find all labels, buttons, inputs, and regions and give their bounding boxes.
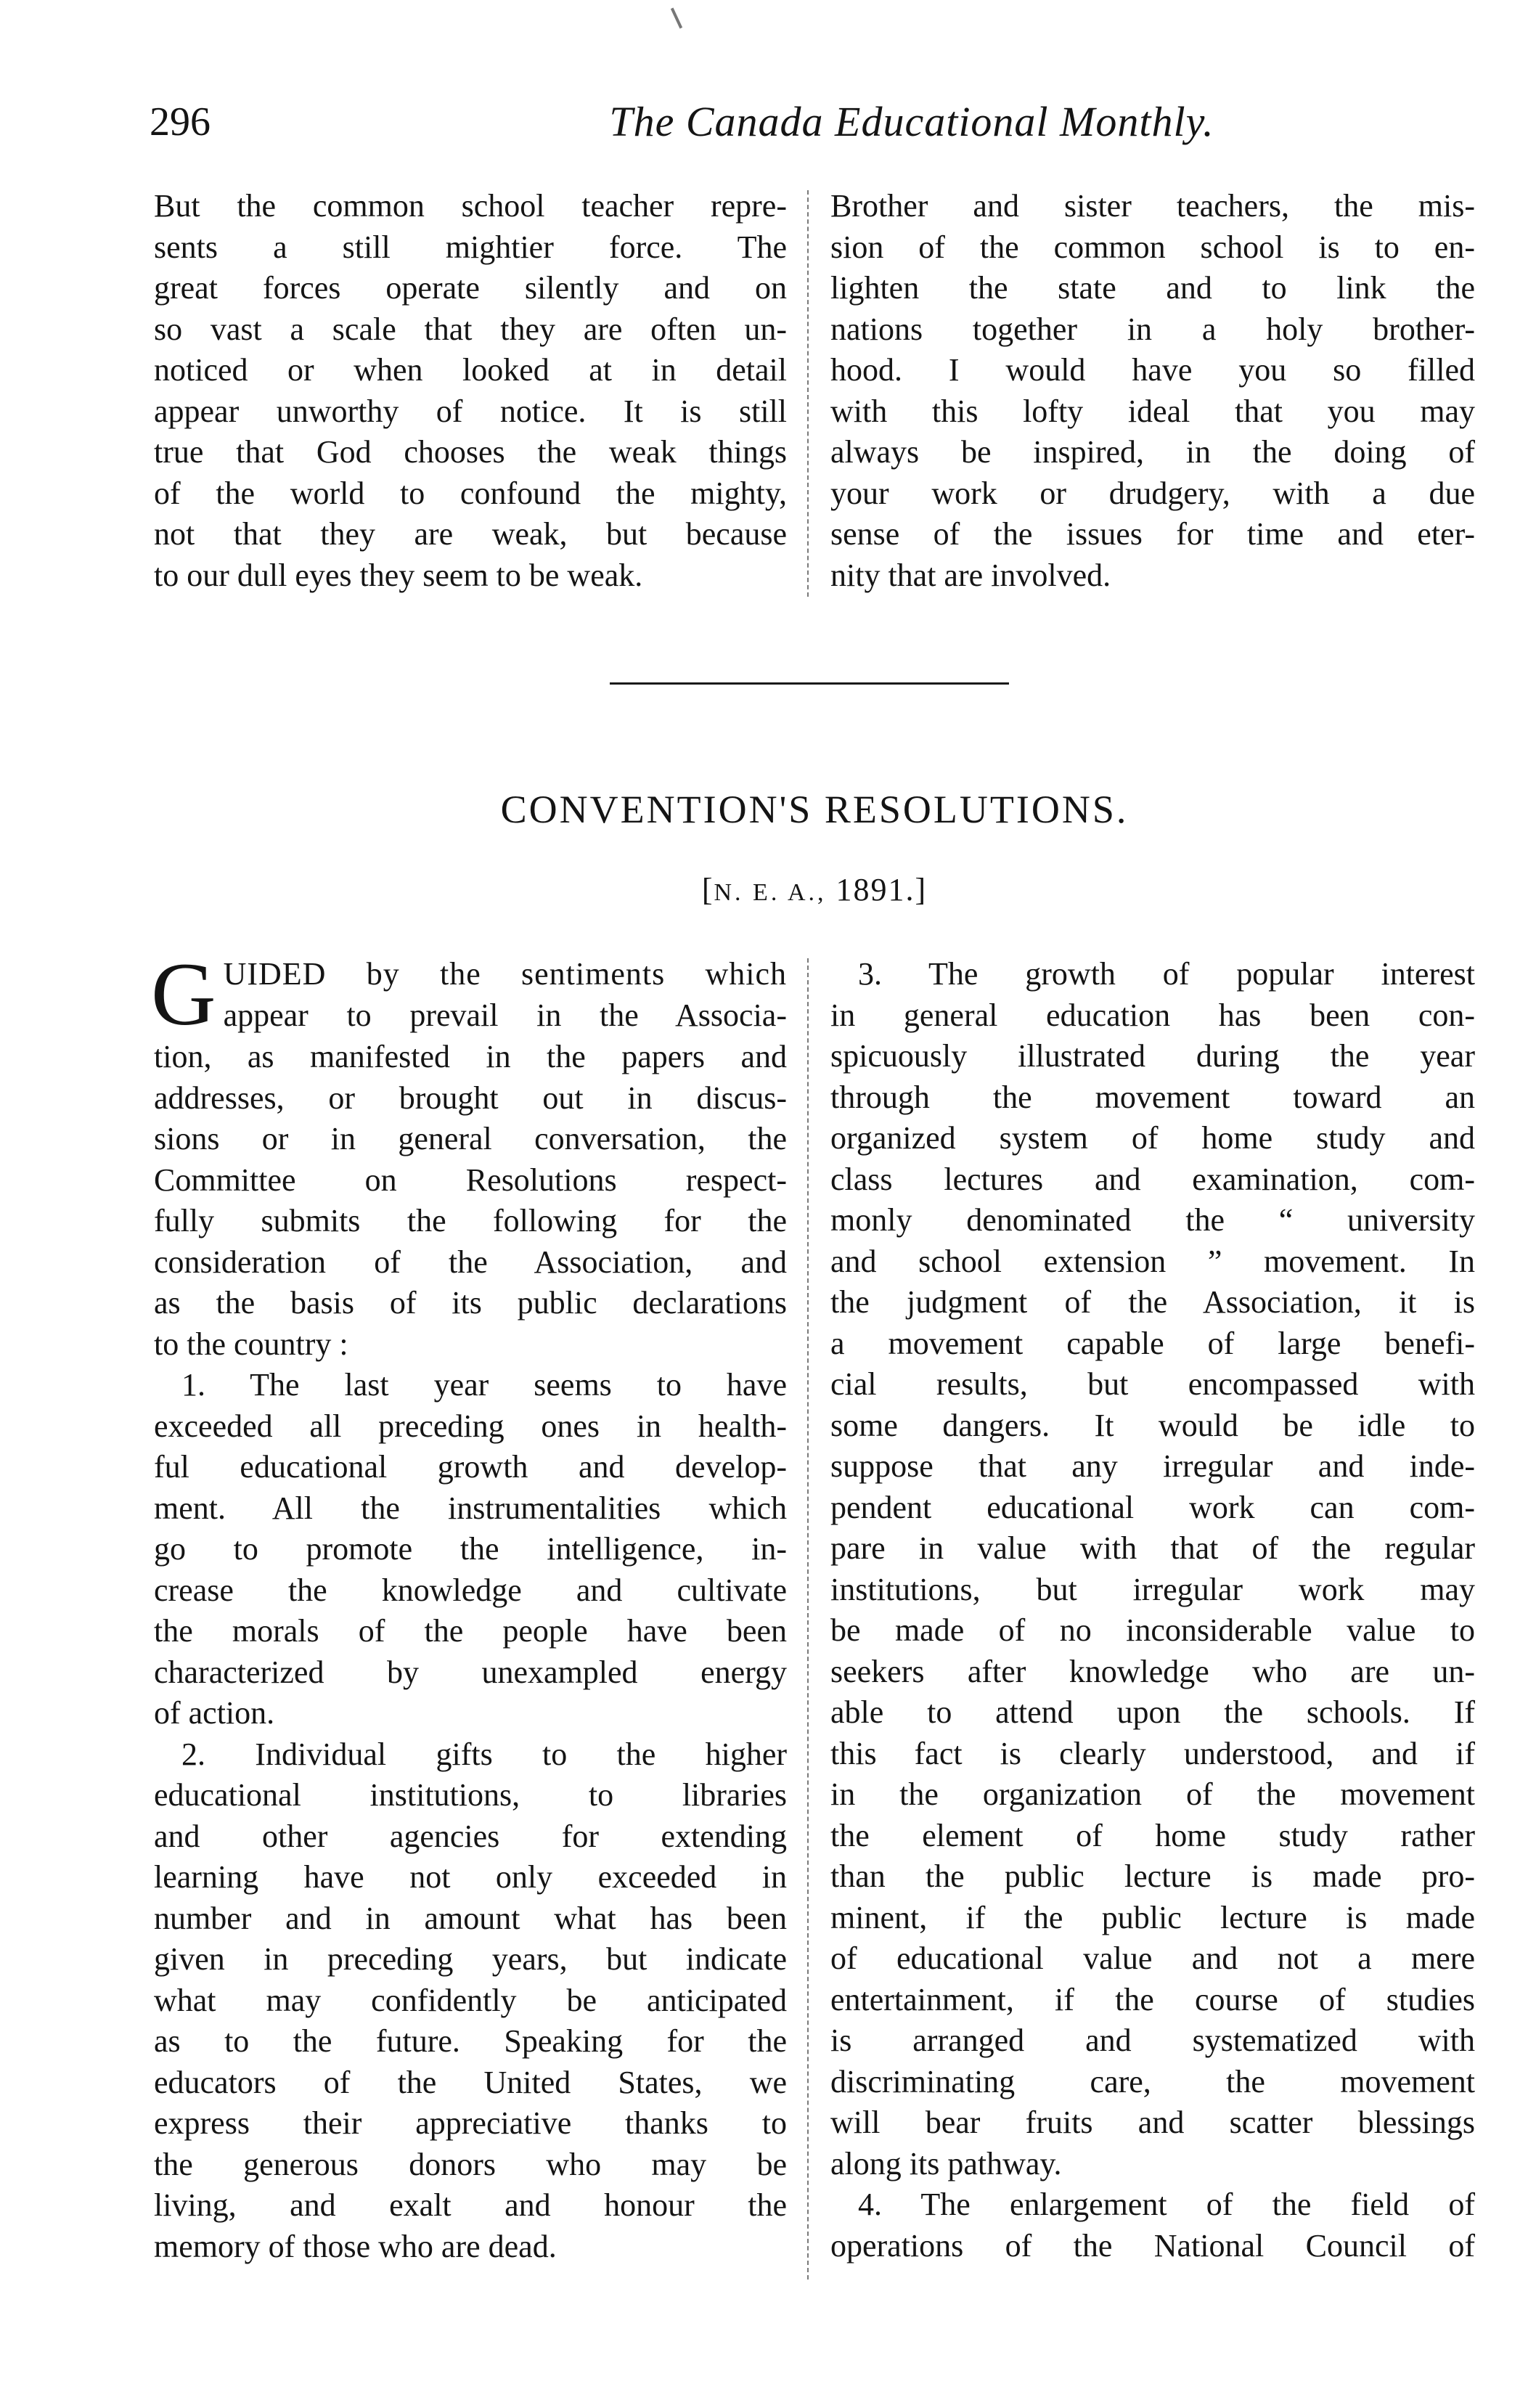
- text-line: crease the knowledge and cultivate: [154, 1572, 787, 1608]
- text-line: always be inspired, in the doing of: [830, 434, 1475, 470]
- text-line: ful educational growth and develop-: [154, 1449, 787, 1485]
- text-line: Committee on Resolutions respect-: [154, 1162, 787, 1198]
- text-line: seekers after knowledge who are un-: [830, 1653, 1475, 1689]
- text-line: noticed or when looked at in detail: [154, 352, 787, 388]
- text-line: institutions, but irregular work may: [830, 1571, 1475, 1607]
- text-line: sents a still mightier force. The: [154, 229, 787, 265]
- text-line: 2. Individual gifts to the higher: [181, 1736, 787, 1772]
- text-line: addresses, or brought out in discus-: [154, 1079, 787, 1116]
- bottom-right-column: [830, 954, 1475, 2266]
- text-line: is arranged and systematized with: [830, 2023, 1475, 2058]
- text-line: 1. The last year seems to have: [181, 1367, 787, 1403]
- text-line: nations together in a holy brother-: [830, 311, 1475, 347]
- page-number: 296: [150, 99, 211, 144]
- text-line: the morals of the people have been: [154, 1613, 787, 1649]
- subtitle-bracket: [: [701, 872, 714, 907]
- text-line: pare in value with that of the regular: [830, 1530, 1475, 1566]
- text-line: given in preceding years, but indicate: [154, 1941, 787, 1977]
- text-line: discriminating care, the movement: [830, 2063, 1475, 2099]
- text-line: through the movement toward an: [830, 1079, 1475, 1115]
- text-line: ment. All the instrumentalities which: [154, 1490, 787, 1526]
- text-line: as the basis of its public declarations: [154, 1285, 787, 1321]
- text-line: number and in amount what has been: [154, 1900, 787, 1936]
- bottom-left-column: [151, 944, 787, 2267]
- text-line: operations of the National Council of: [830, 2227, 1475, 2264]
- text-line: sense of the issues for time and eter-: [830, 516, 1475, 552]
- text-line: in the organization of the movement: [830, 1776, 1475, 1812]
- text-line: consideration of the Association, and: [154, 1244, 787, 1280]
- text-line: suppose that any irregular and inde-: [830, 1448, 1475, 1484]
- text-line: the generous donors who may be: [154, 2146, 787, 2182]
- text-line: spicuously illustrated during the year: [830, 1038, 1475, 1074]
- text-line: able to attend upon the schools. If: [830, 1694, 1475, 1730]
- text-line: the element of home study rather: [830, 1817, 1475, 1853]
- text-line: lighten the state and to link the: [830, 270, 1475, 306]
- text-line: sions or in general conversation, the: [154, 1121, 787, 1156]
- text-line: along its pathway.: [830, 2145, 1062, 2182]
- subtitle-organization: N. E. A.,: [714, 879, 827, 906]
- column-divider: [807, 190, 809, 597]
- text-line: express their appreciative thanks to: [154, 2105, 787, 2141]
- text-line: living, and exalt and honour the: [154, 2187, 787, 2223]
- text-line: pendent educational work can com-: [830, 1489, 1475, 1525]
- subtitle-year: 1891.]: [826, 872, 928, 907]
- text-line: nity that are involved.: [830, 557, 1111, 593]
- running-header: [150, 93, 1478, 151]
- text-line: monly denominated the “ university: [830, 1202, 1475, 1238]
- section-divider: [610, 682, 1009, 685]
- journal-title: The Canada Educational Monthly.: [609, 98, 1214, 145]
- text-line: a movement capable of large benefi-: [830, 1325, 1475, 1361]
- text-line: characterized by unexampled energy: [154, 1654, 787, 1690]
- text-line: appear to prevail in the Associa-: [223, 997, 787, 1033]
- text-line: as to the future. Speaking for the: [154, 2023, 787, 2059]
- text-line: your work or drudgery, with a due: [830, 475, 1475, 511]
- text-line: than the public lecture is made pro-: [830, 1858, 1475, 1894]
- text-line: class lectures and examination, com-: [830, 1161, 1475, 1197]
- top-left-column: [154, 186, 787, 596]
- text-line: organized system of home study and: [830, 1120, 1475, 1156]
- text-line: 4. The enlargement of the field of: [858, 2187, 1475, 2222]
- text-line: hood. I would have you so filled: [830, 352, 1475, 388]
- text-line: to our dull eyes they seem to be weak.: [154, 557, 643, 593]
- text-line: educational institutions, to libraries: [154, 1777, 787, 1813]
- text-line: and other agencies for extending: [154, 1818, 787, 1854]
- top-right-column: [830, 186, 1475, 596]
- text-line: true that God chooses the weak things: [154, 434, 787, 470]
- text-line: to the country :: [154, 1326, 348, 1362]
- text-line: what may confidently be anticipated: [154, 1982, 787, 2018]
- column-divider: [807, 958, 809, 2280]
- text-line: entertainment, if the course of studies: [830, 1981, 1475, 2017]
- text-line: minent, if the public lecture is made: [830, 1899, 1475, 1935]
- text-line: Brother and sister teachers, the mis-: [830, 188, 1475, 224]
- text-line: will bear fruits and scatter blessings: [830, 2105, 1475, 2140]
- text-line: great forces operate silently and on: [154, 270, 787, 306]
- text-line: of action.: [154, 1695, 275, 1731]
- text-line: in general education has been con-: [830, 997, 1475, 1033]
- stray-ink-mark: [671, 8, 682, 29]
- text-line: educators of the United States, we: [154, 2064, 787, 2100]
- text-line: exceeded all preceding ones in health-: [154, 1408, 787, 1444]
- text-line: fully submits the following for the: [154, 1203, 787, 1238]
- text-line: sion of the common school is to en-: [830, 229, 1475, 265]
- text-line: 3. The growth of popular interest: [858, 956, 1475, 992]
- text-line: go to promote the intelligence, in-: [154, 1531, 787, 1567]
- text-line: of educational value and not a mere: [830, 1940, 1475, 1976]
- text-line: some dangers. It would be idle to: [830, 1407, 1475, 1443]
- text-line: and school extension ” movement. In: [830, 1243, 1475, 1279]
- text-line: of the world to confound the mighty,: [154, 475, 787, 511]
- text-line: memory of those who are dead.: [154, 2228, 557, 2264]
- text-line: the judgment of the Association, it is: [830, 1284, 1475, 1320]
- text-line: so vast a scale that they are often un-: [154, 311, 787, 347]
- text-line: learning have not only exceeded in: [154, 1859, 787, 1895]
- text-line: this fact is clearly understood, and if: [830, 1735, 1475, 1771]
- text-line: UIDED by the sentiments which: [223, 956, 787, 992]
- text-line: appear unworthy of notice. It is still: [154, 393, 787, 429]
- text-line: But the common school teacher repre-: [154, 188, 787, 224]
- text-line: with this lofty ideal that you may: [830, 393, 1475, 429]
- text-line: tion, as manifested in the papers and: [154, 1039, 787, 1074]
- article-title: CONVENTION'S RESOLUTIONS.: [500, 788, 1129, 831]
- text-line: not that they are weak, but because: [154, 516, 787, 552]
- text-line: cial results, but encompassed with: [830, 1366, 1475, 1402]
- drop-cap: G: [151, 944, 216, 1044]
- text-line: be made of no inconsiderable value to: [830, 1612, 1475, 1648]
- article-subtitle: [154, 868, 1475, 915]
